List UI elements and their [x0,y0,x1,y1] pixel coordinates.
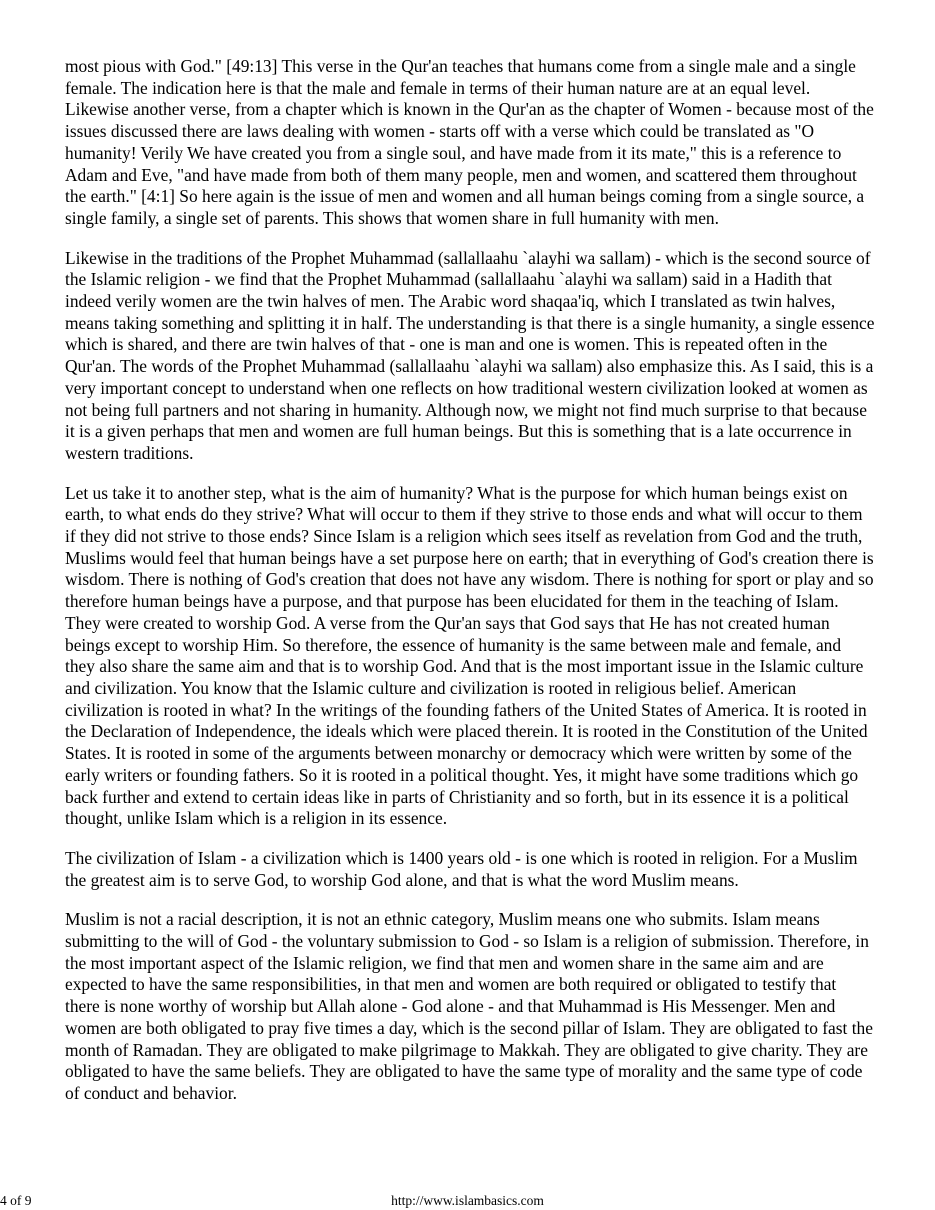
paragraph-5: Muslim is not a racial description, it is not an ethnic category, Muslim means one who submits. Islam means submitting to the will of God - the voluntary submission to God - so Islam is a religion of submission. Therefore, in the most important aspect of the Islamic religion, we find that men and women share in the same aim and are expected to have the same responsibilities, in that men and women are both required or obligated to testify that there is none worthy of worship but Allah alone - God alone - and that Muhammad is His Messenger. Men and women are both obligated to pray five times a day, which is the second pillar of Islam. They are obligated to fast the month of Ramadan. They are obligated to make pilgrimage to Makkah. They are obligated to give charity. They are obligated to have the same beliefs. They are obligated to have the same type of morality and the same type of code of conduct and behavior. [65,909,873,1103]
document-body [65,56,875,1123]
site-url: http://www.islambasics.com [391,1193,544,1208]
paragraph-2: Likewise in the traditions of the Prophet Muhammad (sallallaahu `alayhi wa sallam) - which is the second source of the Islamic religion - we find that the Prophet Muhammad (sallallaahu `alayhi wa sallam) said in a Hadith that indeed verily women are the twin halves of men. The Arabic word shaqaa'iq, which I translated as twin halves, means taking something and splitting it in half. The understanding is that there is a single humanity, a single essence which is shared, and there are twin halves of that - one is man and one is women. This is repeated often in the Qur'an. The words of the Prophet Muhammad (sallallaahu `alayhi wa sallam) also emphasize this. As I said, this is a very important concept to understand when one reflects on how traditional western civilization looked at women as not being full partners and not sharing in humanity. Although now, we might not find much surprise to that because it is a given perhaps that men and women are full human beings. But this is something that is a late occurrence in western traditions. [65,247,875,463]
page-number: 4 of 9 [0,1193,32,1208]
paragraph-4: The civilization of Islam - a civilization which is 1400 years old - is one which is rooted in religion. For a Muslim the greatest aim is to serve God, to worship God alone, and that is what the word Muslim means. [65,847,858,890]
paragraph-3: Let us take it to another step, what is the aim of humanity? What is the purpose for which human beings exist on earth, to what ends do they strive? What will occur to them if they strive to those ends and what will occur to them if they did not strive to those ends? Since Islam is a religion which sees itself as revelation from God and the truth, Muslims would feel that human beings have a set purpose here on earth; that in everything of God's creation there is wisdom. There is nothing of God's creation that does not have any wisdom. There is nothing for sport or play and so therefore human beings have a purpose, and that purpose has been elucidated for them in the teaching of Islam. They were created to worship God. A verse from the Qur'an says that God says that He has not created human beings except to worship Him. So therefore, the essence of humanity is the same between male and female, and they also share the same aim and that is to worship God. And that is the most important issue in the Islamic culture and civilization. You know that the Islamic culture and civilization is rooted in religious belief. American civilization is rooted in what? In the writings of the founding fathers of the United States of America. It is rooted in the Declaration of Independence, the ideals which were placed therein. It is rooted in the Constitution of the United States. It is rooted in some of the arguments between monarchy or democracy which were written by some of the early writers or founding fathers. So it is rooted in a political thought. Yes, it might have some traditions which go back further and extend to certain ideas like in parts of Christianity and so forth, but in its essence it is a political thought, unlike Islam which is a religion in its essence. [65,482,874,829]
paragraph-1: most pious with God." [49:13] This verse in the Qur'an teaches that humans come from a single male and a single female. The indication here is that the male and female in terms of their human nature are at an equal level. Likewise another verse, from a chapter which is known in the Qur'an as the chapter of Women - because most of the issues discussed there are laws dealing with women - starts off with a verse which could be translated as "O humanity! Verily We have created you from a single soul, and have made from it its mate," this is a reference to Adam and Eve, "and have made from both of them many people, men and women, and scattered them throughout the earth." [4:1] So here again is the issue of men and women and all human beings coming from a single source, a single family, a single set of parents. This shows that women share in full humanity with men. [65,56,874,228]
page-footer [0,1192,935,1210]
